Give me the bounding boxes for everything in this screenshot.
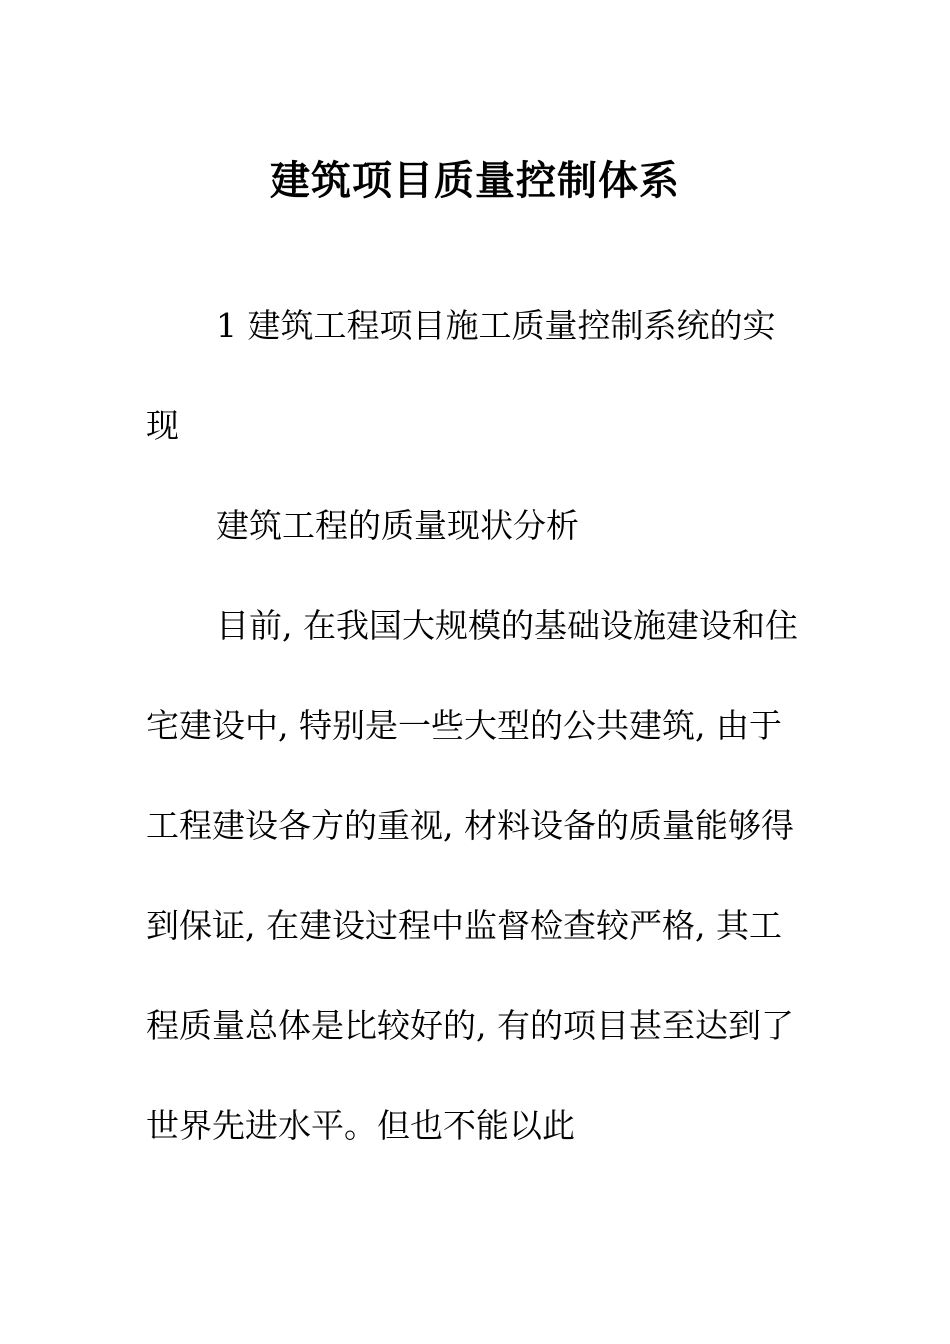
body-paragraph: 目前, 在我国大规模的基础设施建设和住宅建设中, 特别是一些大型的公共建筑, 由于工程建设各方的重视, 材料设备的质量能够得到保证, 在建设过程中监督检查较严格, 其工程质量总体是比较好的, 有的项目甚至达到了世界先进水平。但也不能以此: [146, 606, 798, 1145]
section-heading: 1 建筑工程项目施工质量控制系统的实现: [146, 306, 776, 445]
document-title: 建筑项目质量控制体系: [270, 156, 680, 204]
subsection-heading: 建筑工程的质量现状分析: [216, 506, 579, 545]
